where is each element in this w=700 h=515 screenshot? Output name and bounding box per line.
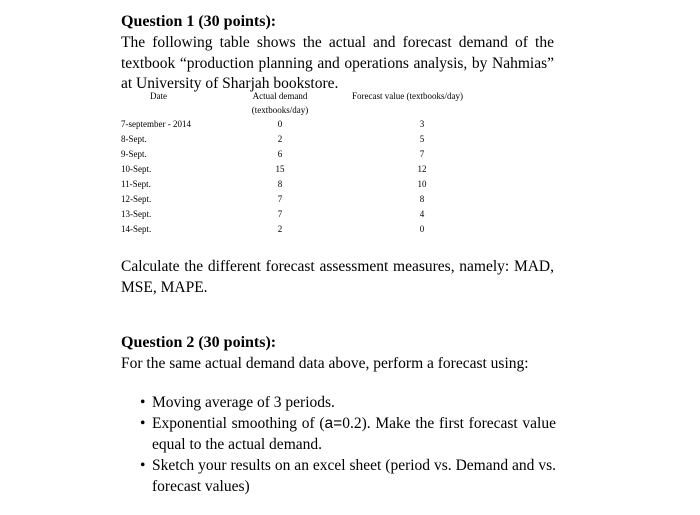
table-row-actual: 7 bbox=[277, 209, 283, 219]
exp-smoothing-text-end: 0.2). Make the first forecast value equal to the actual demand. bbox=[152, 415, 556, 453]
bullet-text-exponential-smoothing bbox=[152, 413, 556, 455]
header-actual-demand bbox=[238, 90, 322, 116]
question-2-title: Question 2 (30 points): bbox=[121, 334, 277, 351]
table-row-date: 7-september - 2014 bbox=[121, 119, 191, 129]
table-row-actual: 6 bbox=[277, 149, 283, 159]
header-date: Date bbox=[150, 91, 167, 101]
table-row-forecast: 0 bbox=[419, 224, 425, 234]
table-row-actual: 7 bbox=[277, 194, 283, 204]
table-row-actual: 2 bbox=[277, 224, 283, 234]
header-forecast: Forecast value (textbooks/day) bbox=[352, 91, 463, 101]
list-item bbox=[140, 455, 556, 497]
question-2-bullet-list bbox=[140, 392, 556, 497]
question-1-title: Question 1 (30 points): bbox=[121, 13, 277, 30]
table-row-date: 12-Sept. bbox=[121, 194, 152, 204]
table-row-date: 8-Sept. bbox=[121, 134, 147, 144]
header-actual-line1: Actual demand bbox=[252, 91, 308, 101]
table-row-forecast: 5 bbox=[419, 134, 425, 144]
question-2-intro: For the same actual demand data above, perform a forecast using: bbox=[121, 355, 529, 372]
bullet-icon: • bbox=[140, 457, 146, 474]
table-row-forecast: 7 bbox=[419, 149, 425, 159]
table-row-actual: 15 bbox=[275, 164, 285, 174]
question-1-intro: The following table shows the actual and forecast demand of the textbook “production planning and operations analysis, by Nahmias” at University of Sharjah bookstore. bbox=[121, 34, 554, 92]
table-row-forecast: 4 bbox=[419, 209, 425, 219]
bullet-text-excel-sketch: Sketch your results on an excel sheet (period vs. Demand and vs. forecast values) bbox=[152, 457, 556, 495]
table-row-actual: 8 bbox=[277, 179, 283, 189]
header-actual-line2: (textbooks/day) bbox=[251, 105, 309, 115]
table-row-forecast: 8 bbox=[419, 194, 425, 204]
table-row-forecast: 10 bbox=[417, 179, 427, 189]
table-row-actual: 0 bbox=[277, 119, 283, 129]
table-row-date: 13-Sept. bbox=[121, 209, 152, 219]
question-1-task: Calculate the different forecast assessment measures, namely: MAD, MSE, MAPE. bbox=[121, 258, 554, 296]
table-row-date: 10-Sept. bbox=[121, 164, 152, 174]
alpha-symbol: a= bbox=[324, 415, 343, 432]
table-row-actual: 2 bbox=[277, 134, 283, 144]
table-row-forecast: 3 bbox=[419, 119, 425, 129]
bullet-icon: • bbox=[140, 394, 146, 411]
table-row-date: 11-Sept. bbox=[121, 179, 151, 189]
bullet-icon: • bbox=[140, 415, 146, 432]
list-item bbox=[140, 392, 556, 413]
exp-smoothing-text-start: Exponential smoothing of ( bbox=[152, 415, 325, 432]
table-row-date: 14-Sept. bbox=[121, 224, 152, 234]
table-row-forecast: 12 bbox=[417, 164, 427, 174]
table-row-date: 9-Sept. bbox=[121, 149, 147, 159]
list-item bbox=[140, 413, 556, 455]
bullet-text-moving-average: Moving average of 3 periods. bbox=[152, 394, 335, 411]
